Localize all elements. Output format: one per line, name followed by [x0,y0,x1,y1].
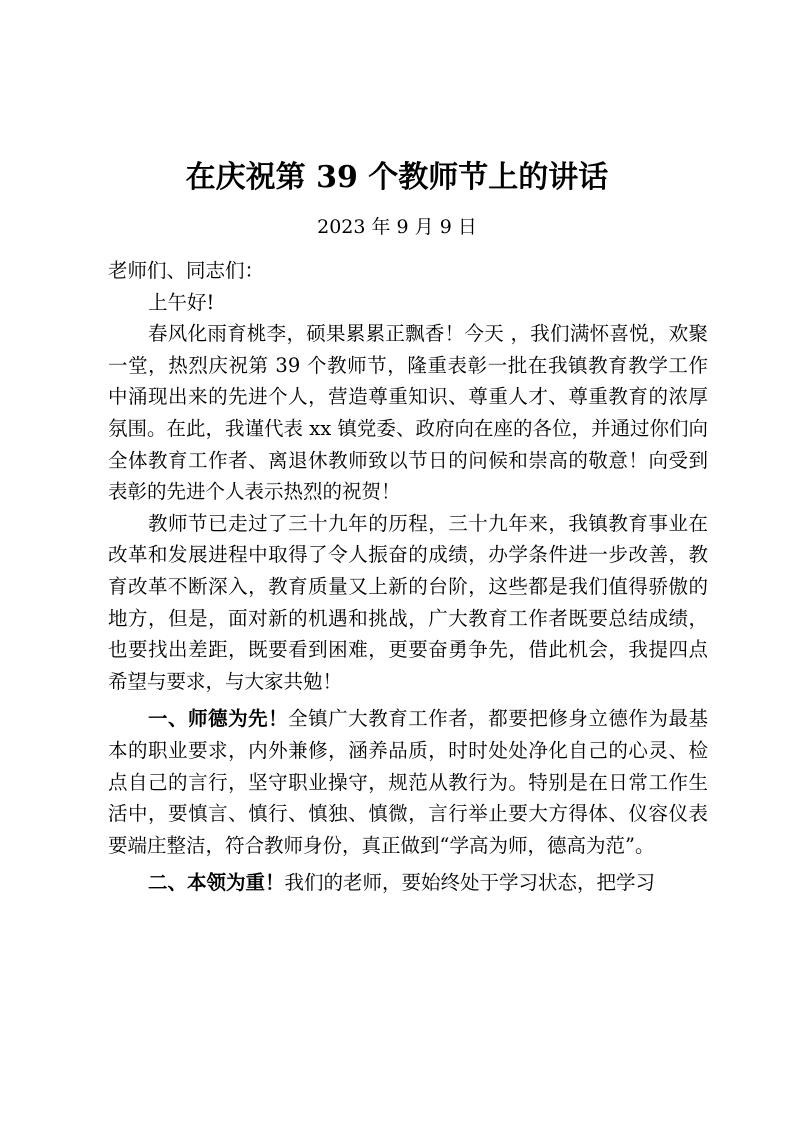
point-ethics-heading: 一、师德为先！ [148,707,289,731]
speech-date: 2023 年 9 月 9 日 [317,216,477,238]
point-skills-heading: 二、本领为重！ [148,871,285,895]
point-ethics [108,703,708,861]
paragraph-history: 教师节已走过了三十九年的历程，三十九年来，我镇教育事业在改革和发展进程中取得了令人振奋的成绩，办学条件进一步改善，教育改革不断深入，教育质量又上新的台阶，这些都是我们值得骄傲的地方，但是，面对新的机遇和挑战，广大教育工作者既要总结成绩，也要找出差距，既要看到困难，更要奋勇争先，借此机会，我提四点希望与要求，与大家共勉！ [108,511,708,693]
speech-body [108,255,708,899]
point-skills [108,867,708,899]
salutation: 老师们、同志们： [108,259,265,282]
paragraph-opening: 春风化雨育桃李，硕果累累正飘香！今天 ，我们满怀喜悦，欢聚一堂，热烈庆祝第 39 个教师节，隆重表彰一批在我镇教育教学工作中涌现出来的先进个人，营造尊重知识、尊重人才、尊重教育的浓厚氛围。在此，我谨代表 xx 镇党委、政府向在座的各位，并通过你们向全体教育工作者、离退休教师致以节日的问候和崇高的敬意！向受到表彰的先进个人表示热烈的祝贺！ [108,322,708,504]
point-skills-text: 我们的老师，要始终处于学习状态，把学习 [284,871,656,895]
greeting: 上午好! [148,290,215,314]
speech-title: 在庆祝第 39 个教师节上的讲话 [185,160,609,195]
point-ethics-text: 全镇广大教育工作者，都要把修身立德作为最基本的职业要求，内外兼修，涵养品质，时时处处净化自己的心灵、检点自己的言行，坚守职业操守，规范从教行为。特别是在日常工作生活中，要慎言、慎行、慎独、慎微，言行举止要大方得体、仪容仪表要端庄整洁，符合教师身份，真正做到“学高为师，德高为范”。 [108,707,708,857]
